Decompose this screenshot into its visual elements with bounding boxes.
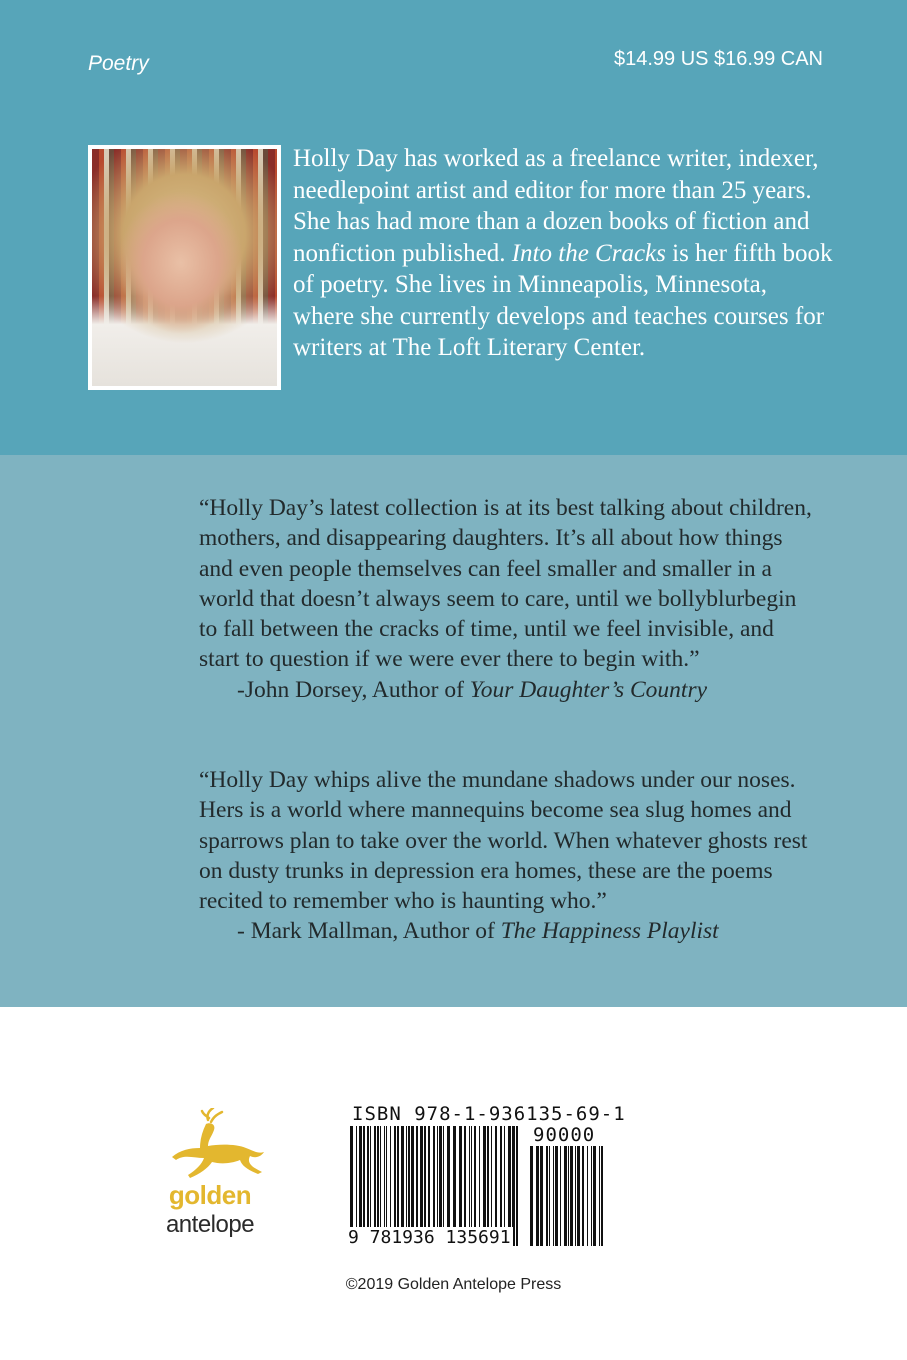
barcode-bar xyxy=(560,1146,561,1246)
barcode-bar xyxy=(536,1146,539,1246)
publisher-logo xyxy=(150,1108,270,1248)
barcode-bar xyxy=(540,1146,543,1246)
barcode-bar xyxy=(593,1146,596,1246)
barcode-bar xyxy=(555,1146,558,1246)
barcode-bar xyxy=(530,1146,533,1246)
author-bio xyxy=(293,143,833,364)
barcode-bar xyxy=(546,1146,548,1246)
addon-barcode xyxy=(530,1146,606,1246)
genre-label: Poetry xyxy=(88,52,149,75)
blurb-quote xyxy=(199,493,819,705)
attribution-book-title: Your Daughter’s Country xyxy=(469,676,708,703)
blurb-text: “Holly Day whips alive the mundane shadows under our noses. Hers is a world where mannequins become sea slug homes and sparrows plan to take over the world. When whatever ghosts rest on dusty trunks in depression era homes, these are the poems recited to remember who is haunting who.” xyxy=(199,767,808,915)
bio-text-2: is her fifth book of poetry. She lives in Minneapolis, Minnesota, where she currently develops and teaches courses for writers at The Loft Literary Center. xyxy=(293,239,833,361)
barcode-bar xyxy=(587,1146,588,1246)
blurb-quote xyxy=(199,765,819,947)
barcode-bar xyxy=(568,1146,569,1246)
barcode-bar xyxy=(553,1146,554,1246)
ean-number: 9 781936 135691 xyxy=(348,1227,511,1248)
attribution-author: - Mark Mallman, Author of xyxy=(237,918,501,945)
antelope-icon xyxy=(150,1108,270,1180)
barcode-bar xyxy=(564,1146,567,1246)
logo-line-golden: golden xyxy=(168,1180,252,1210)
barcode-bar xyxy=(577,1146,580,1246)
attribution-book-title: The Happiness Playlist xyxy=(500,918,719,945)
copyright-notice: ©2019 Golden Antelope Press xyxy=(345,1276,562,1293)
barcode-bar xyxy=(601,1146,603,1246)
barcode-bar xyxy=(582,1146,584,1246)
bio-book-title: Into the Cracks xyxy=(511,239,666,267)
blurb-attribution xyxy=(199,916,819,946)
barcode-bar xyxy=(599,1146,600,1246)
price-label: $14.99 US $16.99 CAN xyxy=(613,48,823,70)
isbn-label: ISBN 978-1-936135-69-1 xyxy=(352,1103,626,1125)
addon-code: 90000 xyxy=(533,1124,596,1146)
blurb-attribution xyxy=(199,675,819,705)
blurb-text: “Holly Day’s latest collection is at its best talking about children, mothers, and disappearing daughters. It’s all about how things and even people themselves can feel smaller and smaller in a world that doesn’t always seem to care, until we bollyblurbegin to fall between the cracks of time, until we feel invisible, and start to question if we were ever there to begin with.” xyxy=(199,495,812,673)
barcode-bar xyxy=(516,1126,518,1246)
bio-text-1: Holly Day has worked as a freelance writer, indexer, needlepoint artist and editor for more than 25 years. She has had more than a dozen books of fiction and nonfiction published. xyxy=(293,145,819,267)
barcode-bar xyxy=(549,1146,550,1246)
barcode-bar xyxy=(570,1146,573,1246)
author-photo xyxy=(88,145,281,390)
barcode-bar xyxy=(591,1146,592,1246)
attribution-author: -John Dorsey, Author of xyxy=(237,676,470,703)
barcode-bar xyxy=(575,1146,576,1246)
logo-line-antelope: antelope xyxy=(165,1211,255,1238)
